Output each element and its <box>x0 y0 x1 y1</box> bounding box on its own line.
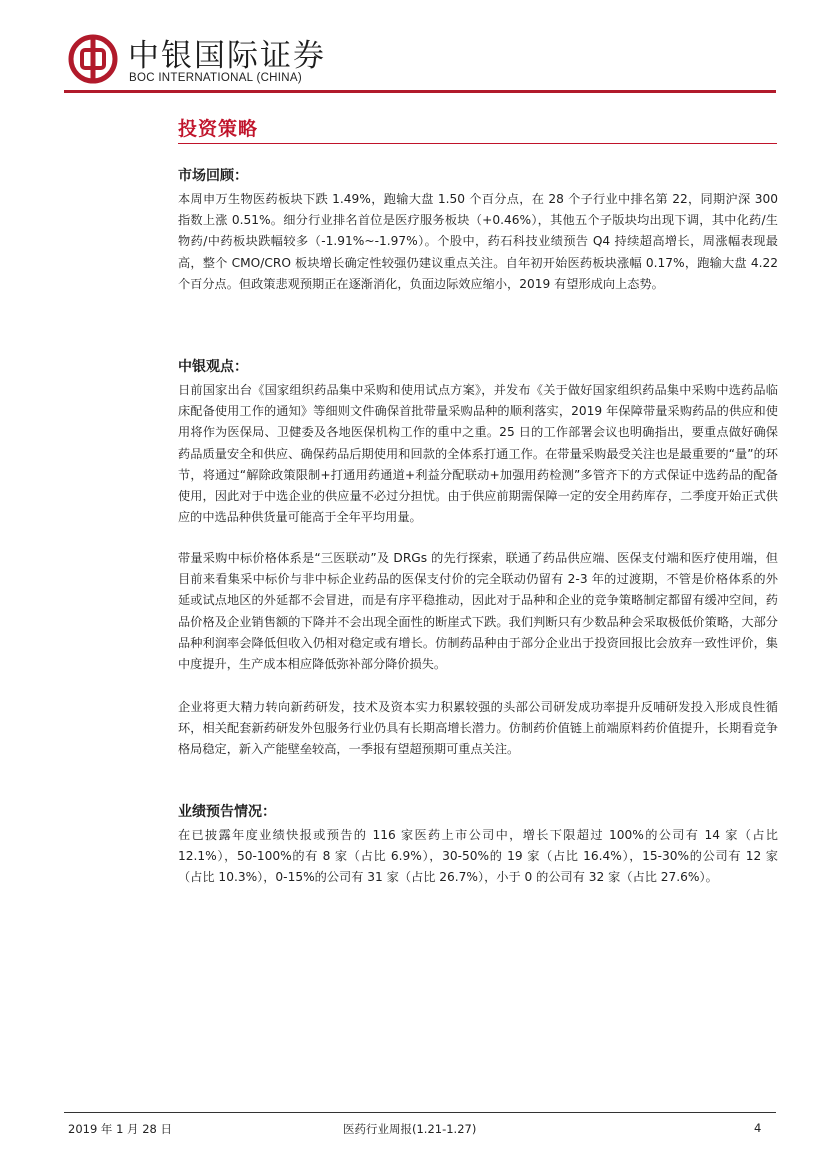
earnings-preview-paragraph: 在已披露年度业绩快报或预告的 116 家医药上市公司中，增长下限超过 100%的公司有 14 家（占比 12.1%），50-100%的有 8 家（占比 6.9%），30-50%的 19 家（占比 16.4%），15-30%的公司有 12 家（占比 10.3%），0-15%的公司有 31 家（占比 26.7%），小于 0 的公司有 32 家（占比 27.6%）。 <box>178 828 778 885</box>
page-header <box>0 0 827 100</box>
page-number: 4 <box>754 1121 762 1135</box>
boc-logo-icon <box>68 34 118 84</box>
boc-view-heading: 中银观点： <box>178 359 248 375</box>
footer-date: 2019 年 1 月 28 日 <box>68 1122 172 1136</box>
footer-report-title: 医药行业周报(1.21-1.27) <box>343 1122 477 1136</box>
boc-view-paragraph-3: 企业将更大精力转向新药研发，技术及资本实力积累较强的头部公司研发成功率提升反哺研发投入形成良性循环，相关配套新药研发外包服务行业仍具有长期高增长潜力。仿制药价值链上前端原料药价值提升，长期看竞争格局稳定，新入产能壁垒较高，一季报有望超预期可重点关注。 <box>178 700 778 757</box>
section-title-divider <box>178 143 777 144</box>
boc-view-paragraph-1: 日前国家出台《国家组织药品集中采购和使用试点方案》，并发布《关于做好国家组织药品集中采购中选药品临床配备使用工作的通知》等细则文件确保首批带量采购品种的顺利落实，2019 年保障带量采购药品的供应和使用将作为医保局、卫健委及各地医保机构工作的重中之重。25 日的工作部署会议也明确指出，要重点做好确保药品质量安全和供应、确保药品后期使用和回款的全体系打通工作。在带量采购最受关注也是最重要的“量”的环节，将通过“解除政策限制+打通用药通道+利益分配联动+加强用药检测”多管齐下的方式保证中选药品的配备使用，因此对于中选企业的供应量不必过分担忧。由于供应前期需保障一定的安全用药库存，二季度开始正式供应的中选品种供货量可能高于全年平均用量。 <box>178 383 778 525</box>
header-divider <box>64 90 776 93</box>
boc-view-paragraph-2: 带量采购中标价格体系是“三医联动”及 DRGs 的先行探索，联通了药品供应端、医保支付端和医疗使用端，但目前来看集采中标价与非中标企业药品的医保支付价的完全联动仍留有 2-3 年的过渡期，不管是价格体系的外延或试点地区的外延都不会冒进，而是有序平稳推动，因此对于品种和企业的竞争策略制定都留有缓冲空间，药品价格及企业销售额的下降并不会出现全面性的断崖式下跌。我们判断只有少数品种会采取极低价策略，大部分品种利润率会降低但收入仍相对稳定或有增长。仿制药品种由于部分企业出于投资回报比会放弃一致性评价，集中度提升，生产成本相应降低弥补部分降价损失。 <box>178 551 778 672</box>
section-title: 投资策略 <box>178 118 259 140</box>
brand-name-en: BOC INTERNATIONAL (CHINA) <box>129 72 302 84</box>
market-review-heading: 市场回顾： <box>178 168 248 184</box>
earnings-preview-heading: 业绩预告情况： <box>178 804 276 820</box>
market-review-paragraph: 本周申万生物医药板块下跌 1.49%，跑输大盘 1.50 个百分点，在 28 个子行业中排名第 22，同期沪深 300 指数上涨 0.51%。细分行业排名首位是医疗服务板块（+0.46%），其他五个子版块均出现下调，其中化药/生物药/中药板块跌幅较多（-1.91%~-1.97%）。个股中，药石科技业绩预告 Q4 持续超高增长，周涨幅表现最高，整个 CMO/CRO 板块增长确定性较强仍建议重点关注。自年初开始医药板块涨幅 0.17%，跑输大盘 4.22 个百分点。但政策悲观预期正在逐渐消化，负面边际效应缩小，2019 有望形成向上态势。 <box>178 192 778 291</box>
brand-name-cn: 中银国际证券 <box>128 38 326 74</box>
footer-divider <box>64 1112 776 1113</box>
